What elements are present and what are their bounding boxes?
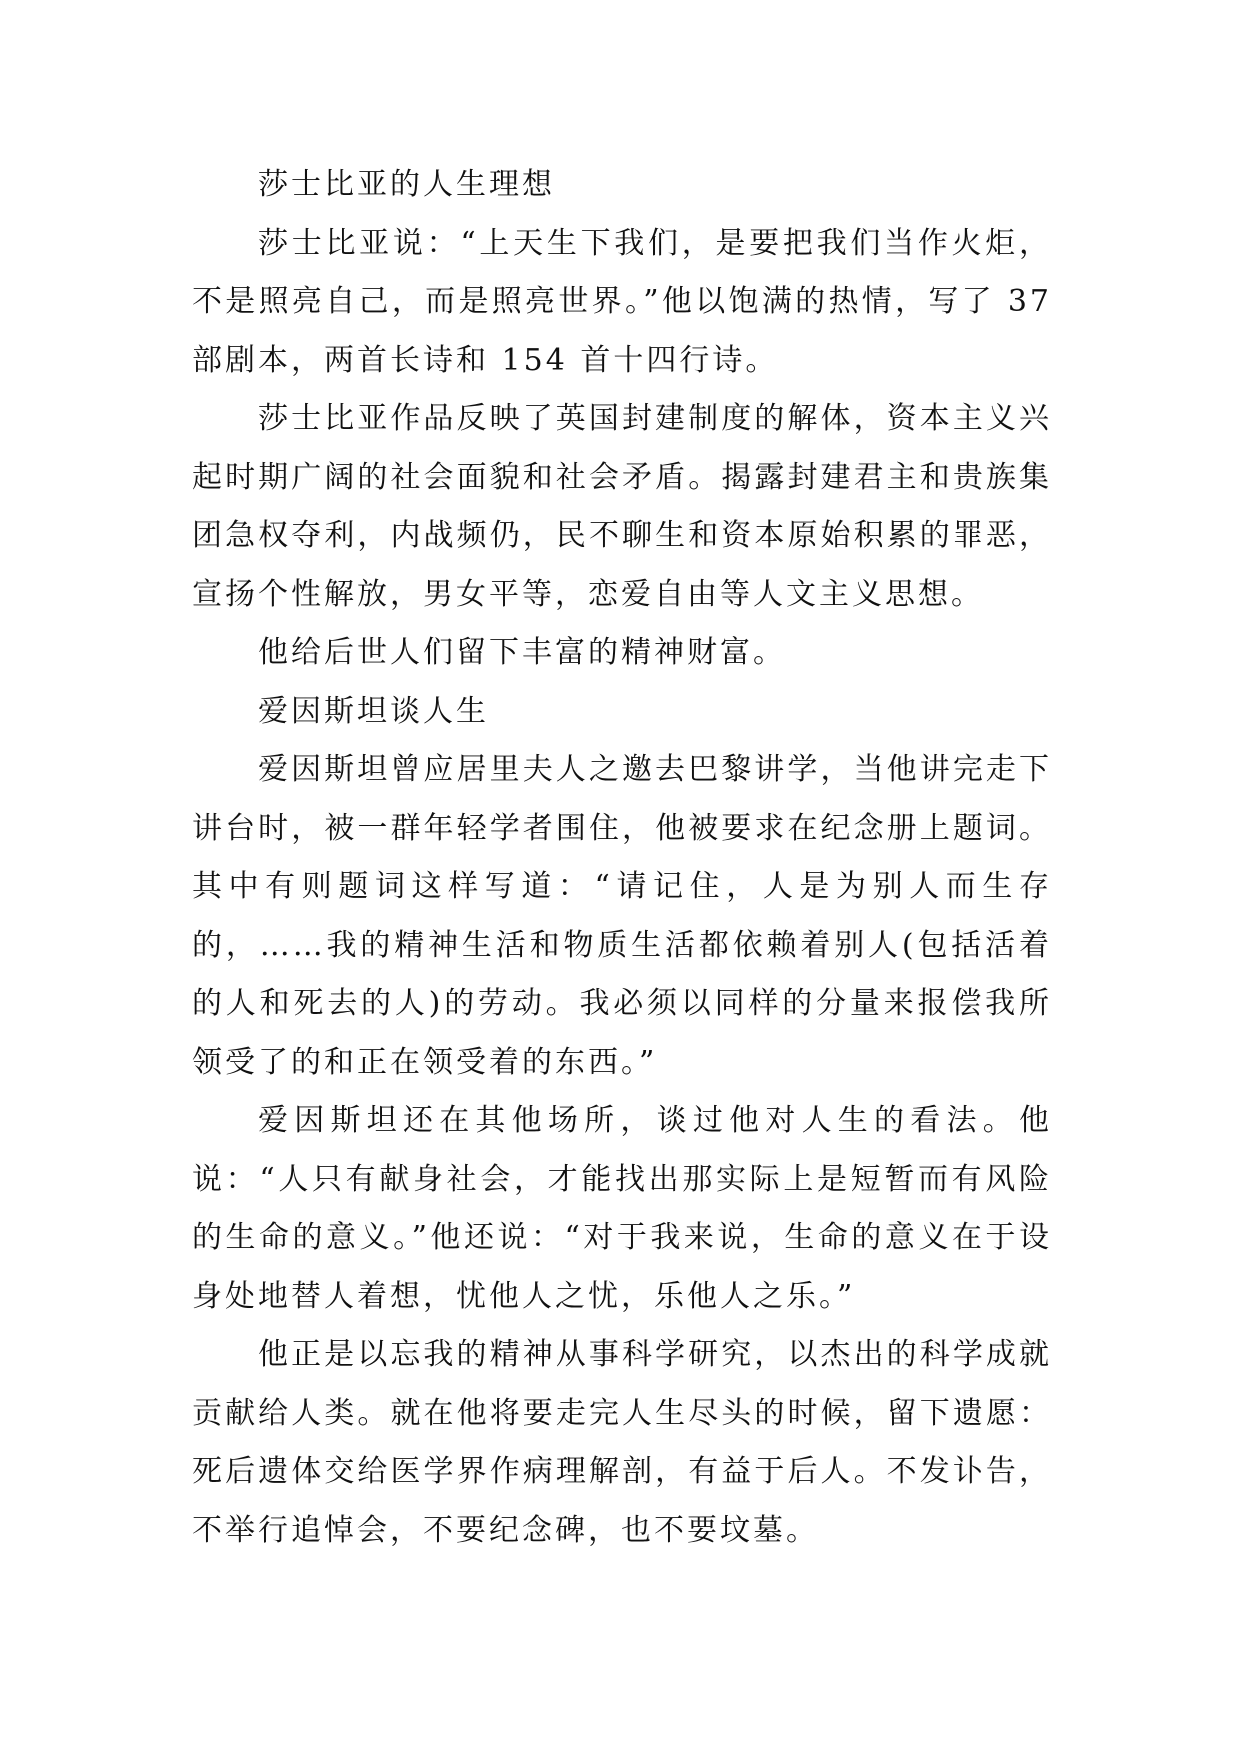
document-body — [192, 156, 1052, 1560]
paragraph-einstein-will: 他正是以忘我的精神从事科学研究，以杰出的科学成就贡献给人类。就在他将要走完人生尽头的时候，留下遗愿：死后遗体交给医学界作病理解剖，有益于后人。不发讣告，不举行追悼会，不要纪念碑，也不要坟墓。 — [192, 1337, 1052, 1548]
paragraph-einstein-views: 爱因斯坦还在其他场所，谈过他对人生的看法。他说：“人只有献身社会，才能找出那实际上是短暂而有风险的生命的意义。”他还说：“对于我来说，生命的意义在于设身处地替人着想，忧他人之忧，乐他人之乐。” — [192, 1103, 1052, 1314]
paragraph-einstein-inscription: 爱因斯坦曾应居里夫人之邀去巴黎讲学，当他讲完走下讲台时，被一群年轻学者围住，他被要求在纪念册上题词。其中有则题词这样写道：“请记住，人是为别人而生存的，……我的精神生活和物质生活都依赖着别人(包括活着的人和死去的人)的劳动。我必须以同样的分量来报偿我所领受了的和正在领受着的东西。” — [192, 752, 1052, 1080]
heading-shakespeare: 莎士比亚的人生理想 — [258, 167, 555, 202]
paragraph-shakespeare-works: 莎士比亚作品反映了英国封建制度的解体，资本主义兴起时期广阔的社会面貌和社会矛盾。揭露封建君主和贵族集团急权夺利，内战频仍，民不聊生和资本原始积累的罪恶，宣扬个性解放，男女平等，恋爱自由等人文主义思想。 — [192, 401, 1052, 612]
paragraph-shakespeare-quote: 莎士比亚说：“上天生下我们，是要把我们当作火炬，不是照亮自己，而是照亮世界。”他以饱满的热情，写了 37 部剧本，两首长诗和 154 首十四行诗。 — [192, 225, 1052, 378]
paragraph-shakespeare-legacy: 他给后世人们留下丰富的精神财富。 — [258, 635, 786, 670]
heading-einstein: 爱因斯坦谈人生 — [258, 693, 489, 729]
